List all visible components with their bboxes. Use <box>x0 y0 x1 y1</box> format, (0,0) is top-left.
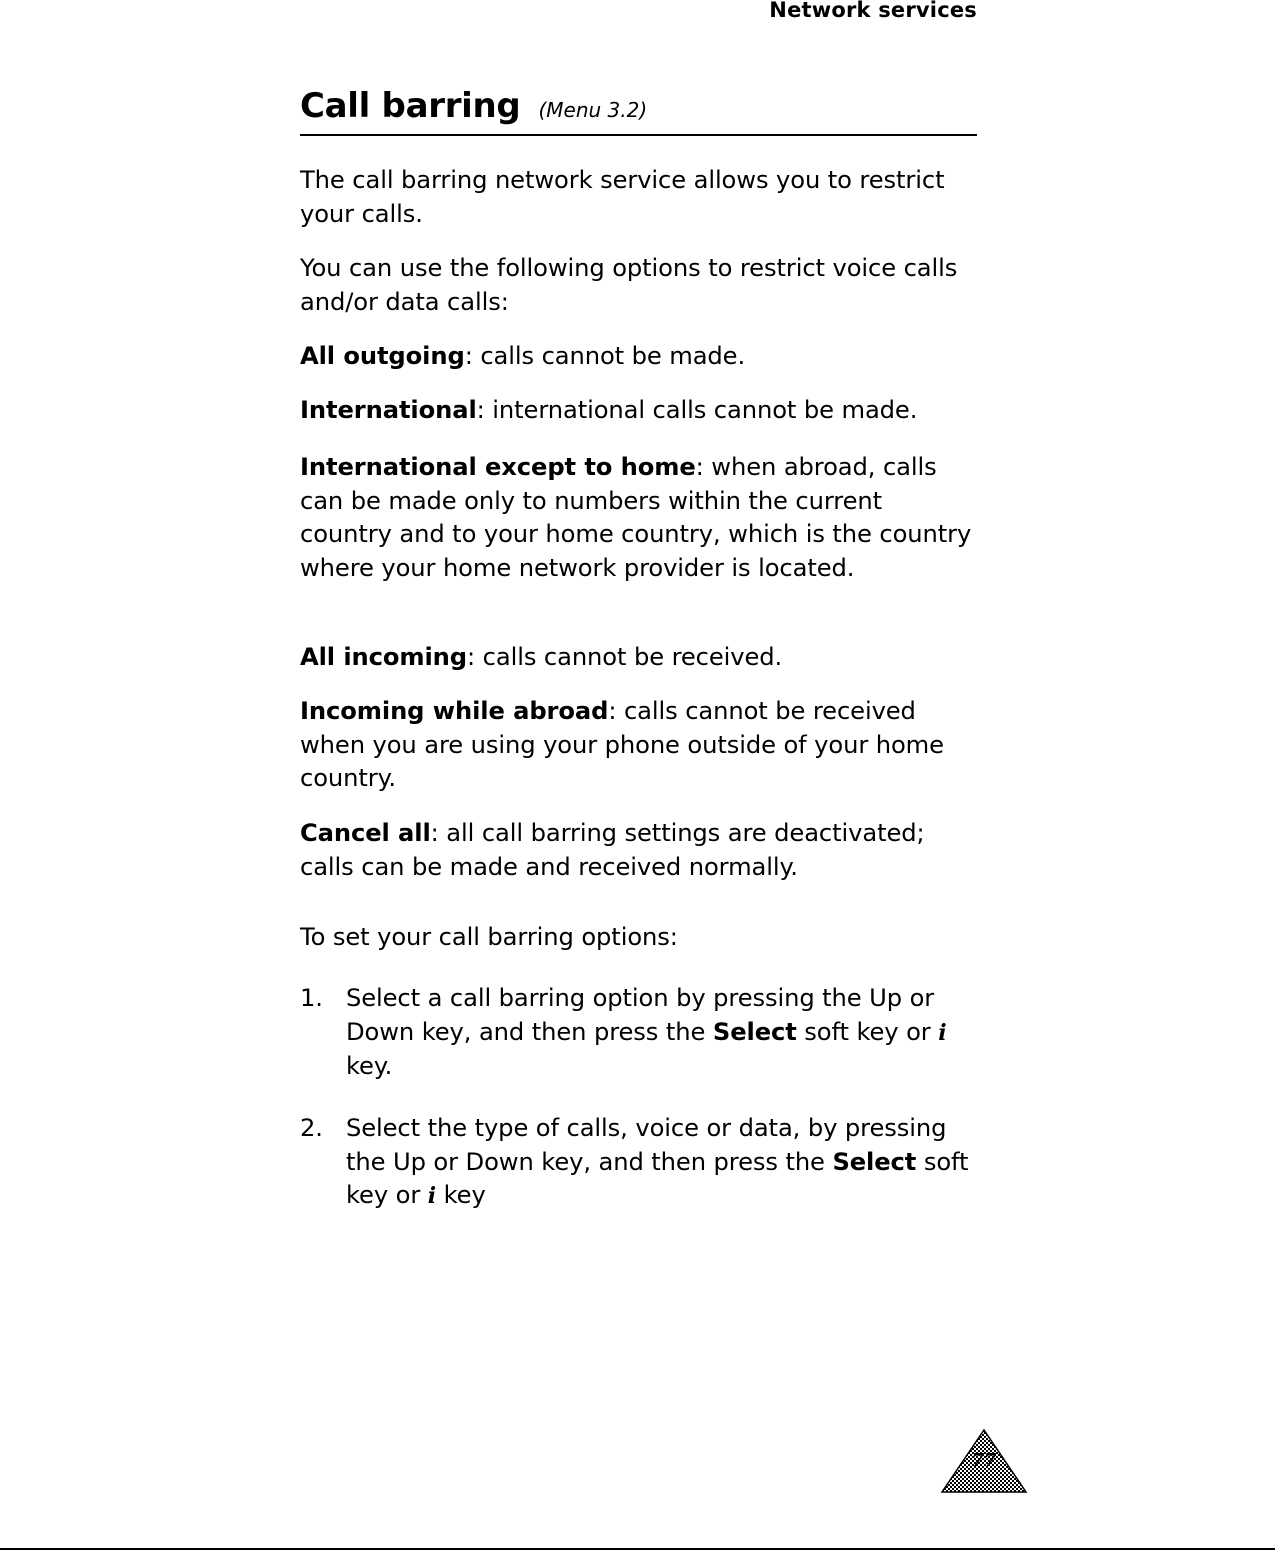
section-title: Call barring <box>300 86 521 126</box>
bottom-rule <box>0 1548 1275 1550</box>
menu-reference: (Menu 3.2) <box>538 98 648 122</box>
steps-intro: To set your call barring options: <box>300 923 678 951</box>
option-international-except-home <box>300 451 977 585</box>
page-number: 77 <box>971 1450 997 1471</box>
option-desc: : calls cannot be received when you are using your phone outside of your home country. <box>300 697 944 792</box>
option-cancel-all <box>300 817 977 884</box>
step-text <box>346 1112 977 1214</box>
option-term: Incoming while abroad <box>300 697 609 725</box>
step-text-part: key <box>436 1181 486 1209</box>
option-desc: : when abroad, calls can be made only to numbers within the current country and to your home country, which is the country where your home network provider is located. <box>300 453 972 582</box>
option-desc: : all call barring settings are deactivated; calls can be made and received normally. <box>300 819 925 881</box>
step-number: 1. <box>300 984 323 1012</box>
option-desc: : calls cannot be received. <box>467 643 783 671</box>
option-desc: : international calls cannot be made. <box>476 396 918 424</box>
page-number-badge <box>940 1428 1028 1494</box>
option-term: Cancel all <box>300 819 431 847</box>
step-number: 2. <box>300 1114 323 1142</box>
option-desc: : calls cannot be made. <box>464 342 746 370</box>
option-term: All outgoing <box>300 342 465 370</box>
running-header: Network services <box>769 0 977 22</box>
section-heading <box>300 86 977 136</box>
intro-paragraph-2: You can use the following options to restrict voice calls and/or data calls: <box>300 254 958 316</box>
option-term: International <box>300 396 477 424</box>
step-text-part: soft key or <box>796 1017 939 1046</box>
step-text <box>346 982 977 1084</box>
step-text-part: key. <box>346 1052 393 1080</box>
option-incoming-while-abroad <box>300 695 977 796</box>
option-term: International except to home <box>300 453 696 481</box>
step-text-part: Select a call barring option by pressing the Up or Down key, and then press the <box>346 984 935 1046</box>
intro-paragraph-1: The call barring network service allows you to restrict your calls. <box>300 166 945 228</box>
option-all-outgoing <box>300 340 977 374</box>
i-key-icon: i <box>427 1183 437 1209</box>
select-key-label: Select <box>832 1147 917 1176</box>
option-international <box>300 394 977 428</box>
option-all-incoming <box>300 641 977 675</box>
step-text-part: soft key or <box>346 1147 969 1209</box>
i-key-icon: i <box>938 1019 947 1046</box>
step-text-part: Select the type of calls, voice or data, by pressing the Up or Down key, and then press the <box>346 1114 947 1176</box>
option-term: All incoming <box>300 643 468 671</box>
select-key-label: Select <box>712 1017 797 1046</box>
